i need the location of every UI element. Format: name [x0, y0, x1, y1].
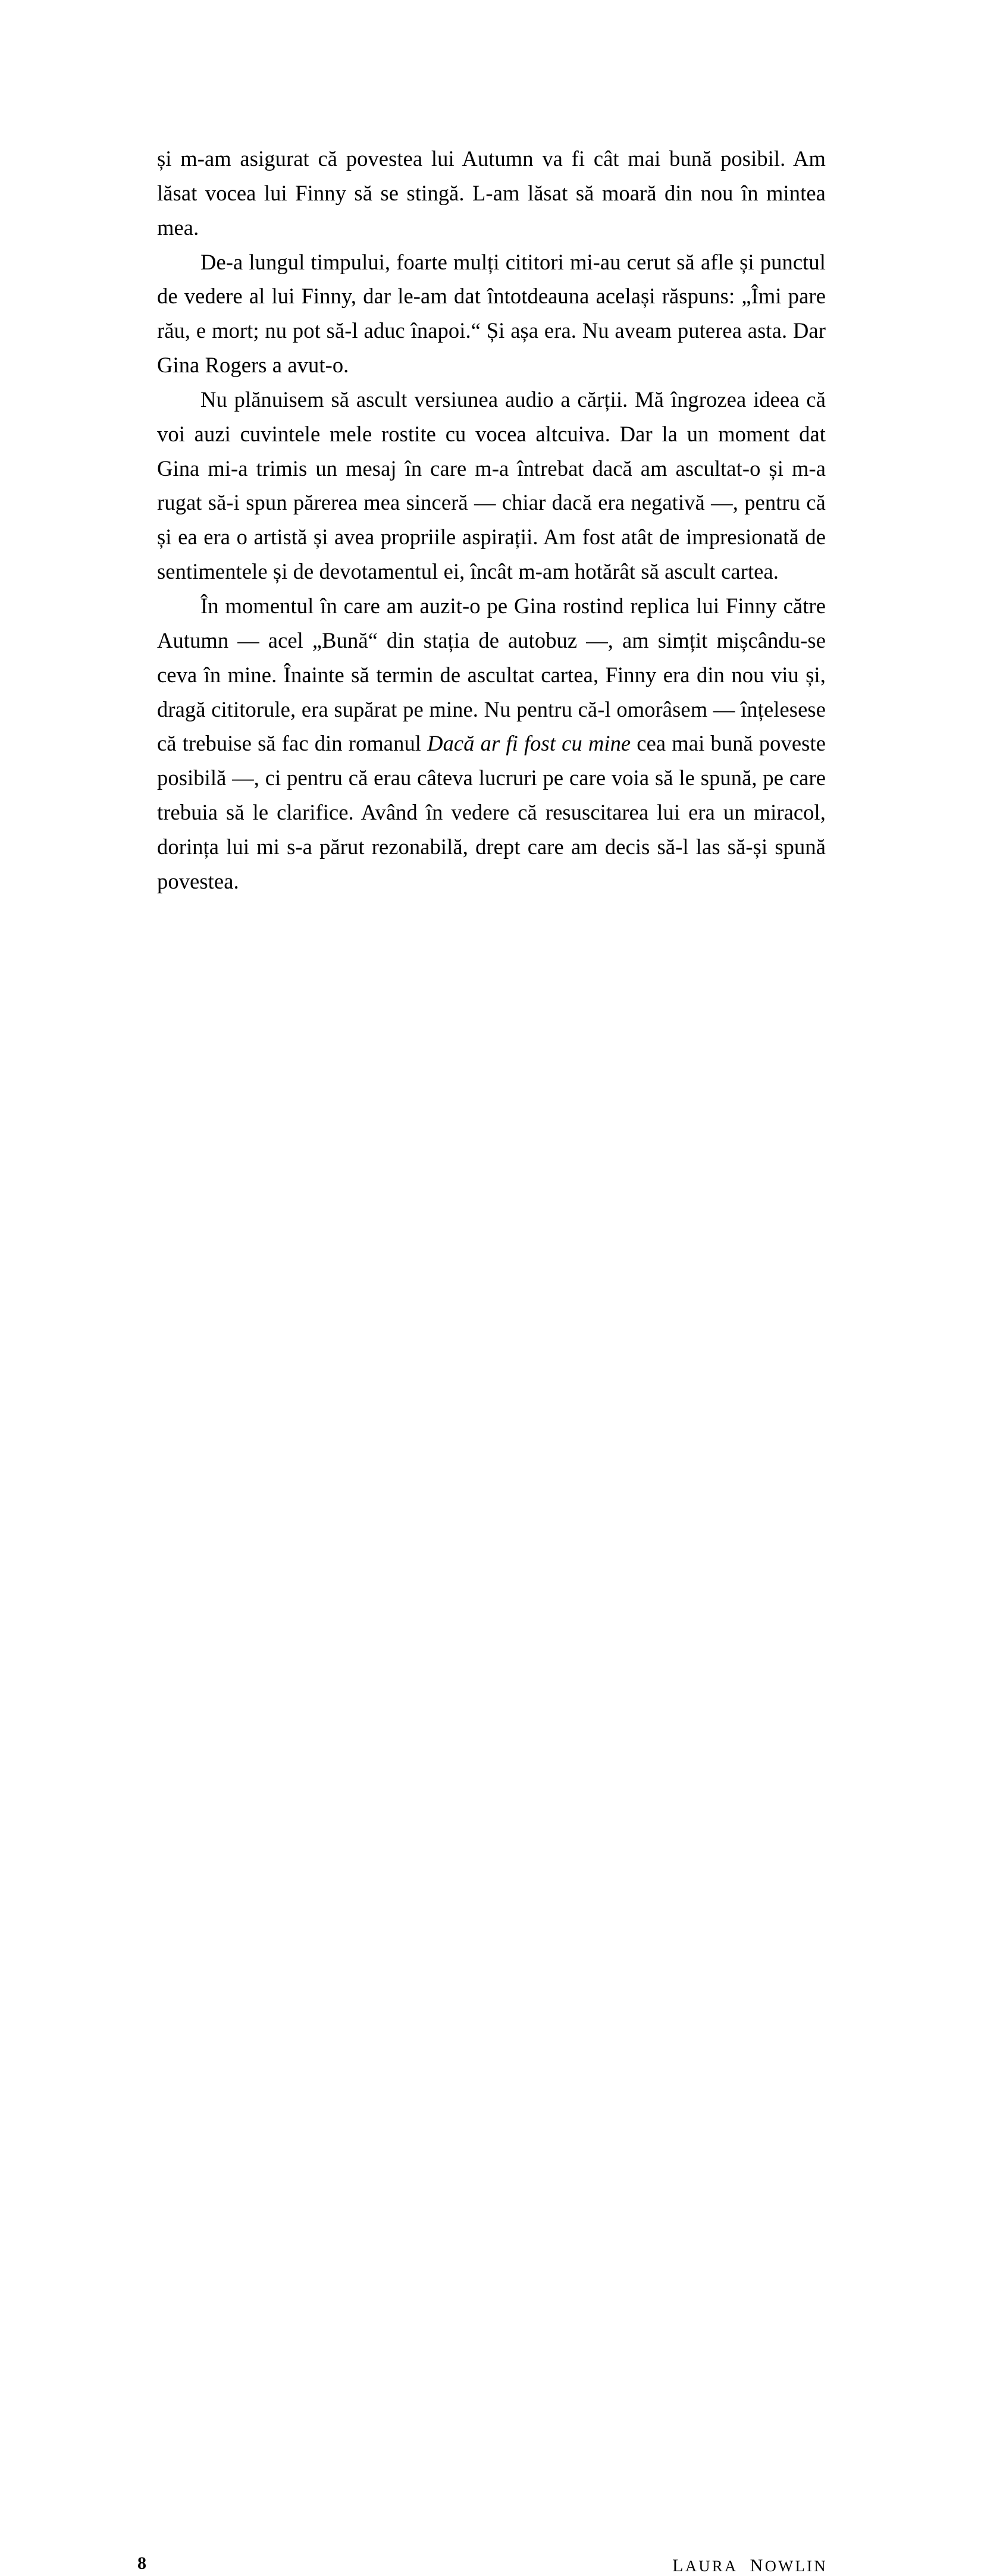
paragraph — [157, 589, 826, 899]
running-head-cap-1: L — [672, 2556, 685, 2575]
paragraph: De-a lungul timpului, foarte mulți cititori mi-au cerut să afle și punctul de vedere al lui Finny, dar le-am dat întotdeauna același răspuns: „Îmi pare rău, e mort; nu pot să-l aduc înapoi.“ Și așa era. Nu aveam puterea asta. Dar Gina Rogers a avut-o. — [157, 249, 826, 378]
page-number: 8 — [137, 2553, 147, 2573]
running-head-cap-2: N — [750, 2556, 765, 2575]
paragraph: și m-am asigurat că povestea lui Autumn va fi cât mai bună posibil. Am lăsat vocea lui Finny să se stingă. L-am lăsat să moară din nou în mintea mea. — [157, 146, 826, 240]
body-text — [157, 142, 826, 899]
book-title-italic: Dacă ar fi fost cu mine — [427, 731, 631, 756]
paragraph-segment: cea mai bună poveste posibilă —, ci pentru că erau câteva lucruri pe care voia să le spună, pe care trebuia să le clarifice. Având în vedere că resuscitarea lui era un miracol, dorința lui mi s-a părut rezonabilă, drept care am decis să-l las să-și spună povestea. — [157, 731, 826, 893]
page-footer — [0, 1276, 981, 2575]
paragraph: Nu plănuisem să ascult versiunea audio a cărții. Mă îngrozea ideea că voi auzi cuvintele mele rostite cu vocea altcuiva. Dar la un moment dat Gina mi-a trimis un mesaj în care m-a întrebat dacă am ascultat-o și m-a rugat să-i spun părerea mea sinceră — chiar dacă era negativă —, pentru că și ea era o artistă și avea propriile aspirații. Am fost atât de impresionată de sentimentele și de devotamentul ei, încât m-am hotărât să ascult cartea. — [157, 387, 826, 584]
paragraph-segment: În momentul în care am auzit-o pe Gina rostind replica lui Finny către Autumn — acel „Bună“ din stația de autobuz —, am simțit mișcându-se ceva în mine. Înainte să termin de ascultat cartea, Finny era din nou viu și, dragă cititorule, era supărat pe mine. Nu pentru că-l omorâsem — înțelesese că trebuise să fac din romanul — [157, 593, 826, 756]
running-head-rest-1: AURA — [685, 2557, 738, 2575]
running-head-rest-2: OWLIN — [764, 2557, 828, 2575]
running-head — [672, 2556, 828, 2576]
